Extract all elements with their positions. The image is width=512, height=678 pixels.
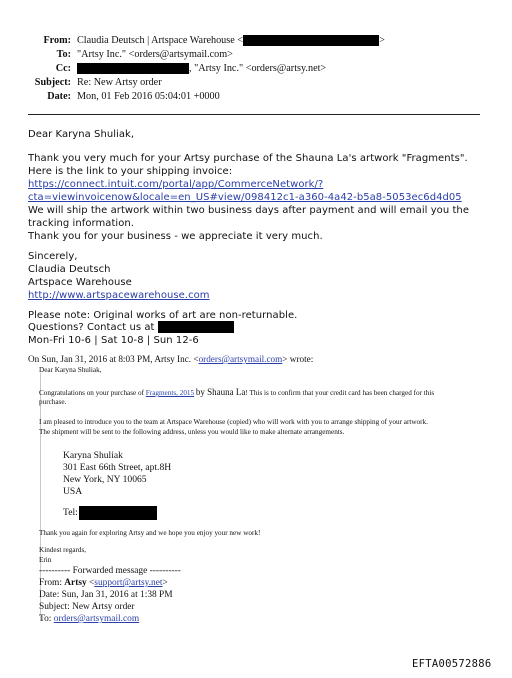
forwarded-date: Date: Sun, Jan 31, 2016 at 1:38 PM	[39, 590, 173, 600]
forwarded-from-email-link[interactable]: support@artsy.net	[94, 578, 163, 588]
from-value: Claudia Deutsch | Artspace Warehouse < >	[77, 35, 385, 46]
forwarded-to-email-link[interactable]: orders@artsymail.com	[53, 614, 140, 624]
body-line-5: Thank you for your business - we appreciate it very much.	[28, 231, 323, 242]
forwarded-to: To: orders@artsymail.com	[39, 614, 140, 624]
quoted-thanks: Thank you again for exploring Artsy and we hope you enjoy your new work!	[39, 529, 261, 537]
cc-value: , "Artsy Inc." <orders@artsy.net>	[77, 62, 326, 76]
invoice-link-line-1[interactable]: https://connect.intuit.com/portal/app/CommerceNetwork/?	[28, 179, 324, 190]
invoice-link-line-2[interactable]: cta=viewinvoicenow&locale=en_US#view/098412c1-a360-4a42-b5a8-5053ec6d4d05	[28, 192, 462, 203]
quoted-congrats-line-2: purchase.	[39, 398, 67, 406]
subject-value: Re: New Artsy order	[77, 77, 162, 88]
body-line-2: Here is the link to your shipping invoice:	[28, 166, 233, 177]
signature-website-link[interactable]: http://www.artspacewarehouse.com	[28, 290, 210, 301]
artist-credit: by Shauna La	[195, 387, 246, 397]
quoted-intro-line-2: The shipment will be sent to the following address, unless you would like to make alternate arrangements.	[39, 428, 345, 436]
quoted-intro-line-1: I am pleased to introduce you to the team at Artspace Warehouse (copied) who will work with you to arrange shipping of your artwork.	[39, 418, 428, 426]
subject-label: Subject:	[34, 77, 71, 88]
artwork-link[interactable]: Fragments, 2015	[145, 389, 195, 397]
greeting: Dear Karyna Shuliak,	[28, 129, 135, 140]
sign-off: Sincerely,	[28, 251, 78, 262]
body-line-1: Thank you very much for your Artsy purchase of the Shauna La's artwork "Fragments".	[28, 153, 468, 164]
address-country: USA	[63, 486, 83, 497]
redacted-email	[77, 63, 189, 74]
date-value: Mon, 01 Feb 2016 05:04:01 +0000	[77, 91, 220, 102]
attribution-email-link[interactable]: orders@artsymail.com	[198, 354, 283, 364]
returns-note: Please note: Original works of art are non-returnable.	[28, 310, 298, 321]
questions-line: Questions? Contact us at	[28, 321, 234, 334]
body-line-4: tracking information.	[28, 218, 135, 229]
signature-company: Artspace Warehouse	[28, 277, 132, 288]
address-street: 301 East 66th Street, apt.8H	[63, 462, 172, 473]
date-label: Date:	[47, 91, 71, 102]
document-id: EFTA00572886	[412, 658, 492, 670]
quoted-greeting: Dear Karyna Shuliak,	[39, 366, 102, 374]
quoted-signer: Erin	[39, 556, 52, 564]
to-label: To:	[56, 49, 71, 60]
redacted-phone	[79, 506, 157, 520]
cc-label: Cc:	[55, 63, 71, 74]
address-name: Karyna Shuliak	[63, 450, 123, 461]
forwarded-from: From: Artsy <support@artsy.net>	[39, 578, 168, 588]
quoted-message	[39, 366, 509, 624]
to-value: "Artsy Inc." <orders@artsymail.com>	[77, 49, 233, 60]
quoted-attribution: On Sun, Jan 31, 2016 at 8:03 PM, Artsy Inc. <orders@artsymail.com> wrote:	[28, 354, 314, 364]
header-divider	[28, 114, 480, 115]
body-line-3: We will ship the artwork within two business days after payment and will email you the	[28, 205, 470, 216]
signature-name: Claudia Deutsch	[28, 264, 111, 275]
forwarded-subject: Subject: New Artsy order	[39, 602, 135, 612]
telephone-row: Tel:	[63, 506, 157, 520]
address-city: New York, NY 10065	[63, 474, 147, 485]
quoted-regards: Kindest regards,	[39, 546, 87, 554]
from-label: From:	[43, 35, 71, 46]
quoted-congrats-line-1: Congratulations on your purchase of Fragments, 2015 by Shauna La! This is to confirm that your credit card has been charged for this	[39, 387, 435, 397]
business-hours: Mon-Fri 10-6 | Sat 10-8 | Sun 12-6	[28, 335, 199, 346]
redacted-email	[243, 35, 379, 46]
redacted-contact	[158, 321, 234, 333]
forwarded-marker: ---------- Forwarded message ----------	[39, 566, 181, 576]
